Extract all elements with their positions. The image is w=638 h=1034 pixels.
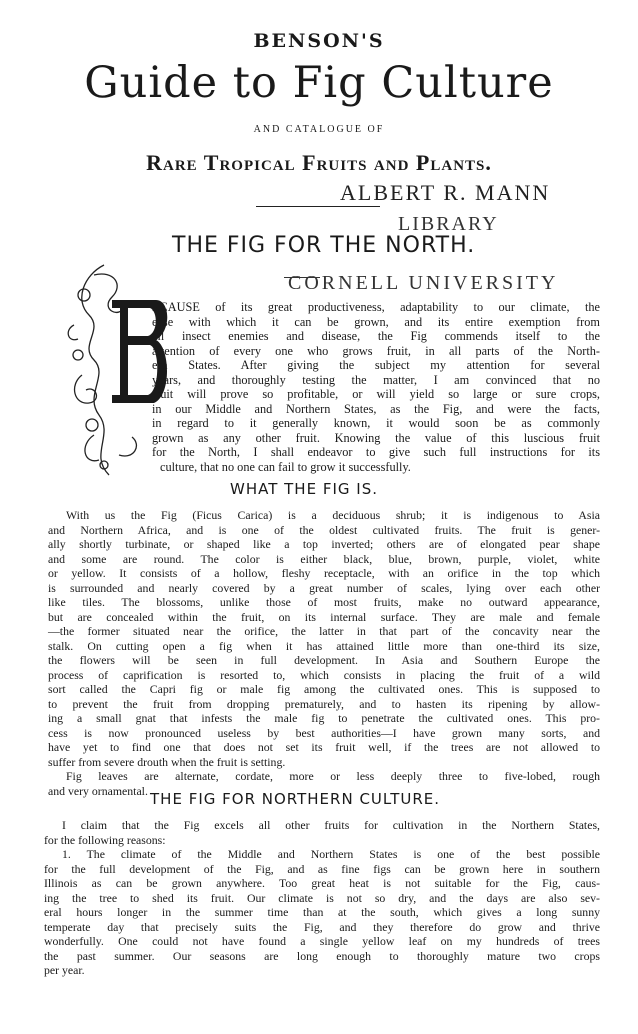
text-line: all insect enemies and disease, the Fig commends itself to the — [152, 329, 600, 343]
text-line: ing a small gnat that infests the male fig to penetrate the cultivated ones. This pro- — [48, 711, 600, 725]
text-line: attention of every one who grows fruit, in all parts of the North- — [152, 343, 600, 358]
paragraph-what — [48, 508, 600, 798]
section-heading-northern-culture: THE FIG FOR NORTHERN CULTURE. — [150, 790, 440, 808]
text-line: the flowers will be seen in full development. In Asia and Southern Europe the — [48, 653, 600, 667]
text-line: culture, that no one can fail to grow it successfully. — [160, 459, 411, 474]
text-line: ease with which it can be grown, and its entire exemption from — [152, 314, 600, 329]
text-line: like tiles. The blossoms, unlike those of most fruits, make no outward appearance, — [48, 595, 600, 609]
text-line: is surrounded and nearly covered by a great number of scales, lying over each other — [48, 580, 600, 595]
section-heading-what: WHAT THE FIG IS. — [230, 480, 378, 498]
publisher-title: BENSON'S — [253, 30, 385, 52]
text-line: wonderfully. One could not have found a single yellow leaf on my hundreds of trees — [44, 934, 600, 948]
text-line: sort called the Capri fig or male fig among the cultivated ones. This is supposed to — [48, 682, 600, 696]
text-line: and some are round. The color is either black, blue, brown, purple, violet, white — [48, 551, 600, 566]
library-stamp-line3: CORNELL UNIVERSITY — [288, 272, 559, 294]
text-line: process of caprification is resorted to, which consists in placing the fruit of a wild — [48, 667, 600, 682]
text-line: suffer from severe drouth when the fruit is setting. — [48, 754, 286, 769]
text-line: have yet to find one that does not set its fruit well, if the trees are not allowed to — [48, 740, 600, 754]
text-line: or yellow. It consists of a hollow, fleshy receptacle, with an orifice in the top which — [48, 566, 600, 580]
text-line: Illinois as can be grown anywhere. Too great heat is not suitable for the Fig, caus- — [44, 876, 600, 890]
subtitle: AND CATALOGUE OF — [253, 124, 385, 135]
horizontal-rule — [256, 206, 380, 207]
text-line: per year. — [44, 963, 85, 977]
text-line: to prevent the fruit from dropping prematurely, and to hasten its ripening by allow- — [48, 696, 600, 711]
text-line: —the former situated near the orifice, the latter in that part of the concavity near the — [48, 624, 600, 638]
paragraph-northern-culture — [44, 818, 600, 978]
section-heading-north: THE FIG FOR THE NORTH. — [172, 233, 476, 258]
text-line: I claim that the Fig excels all other fruits for cultivation in the Northern States, — [62, 818, 600, 832]
text-line: for the full development of the Fig, and as fine figs can be grown here in southern — [44, 861, 600, 876]
text-line: ing the tree to shed its fruit. Our climate is not so dry, and the days are also sev- — [44, 890, 600, 905]
text-line: and very ornamental. — [48, 783, 148, 798]
text-line: and Northern Africa, and is one of the oldest cultivated fruits. The fruit is gener- — [48, 522, 600, 537]
text-line: ern States. After giving the subject my attention for several — [152, 358, 600, 372]
text-line: years, and thoroughly testing the matter, I am convinced that no — [152, 372, 600, 387]
text-line: grown as any other fruit. Knowing the value of this luscious fruit — [152, 430, 600, 445]
paragraph-north — [152, 300, 600, 474]
text-line: in regard to it generally known, it would soon be as commonly — [152, 416, 600, 430]
text-line: ECAUSE of its great productiveness, adaptability to our climate, the — [152, 300, 600, 314]
text-line: 1. The climate of the Middle and Northern States is one of the best possible — [62, 847, 600, 861]
text-line: cess is now pronounced useless by best authorities—I have grown many sorts, and — [48, 725, 600, 740]
text-line: for the following reasons: — [44, 832, 166, 847]
text-line: for the North, I shall endeavor to give such full instructions for its — [152, 445, 600, 459]
library-stamp-line2: LIBRARY — [398, 213, 499, 235]
catalogue-title: Rare Tropical Fruits and Plants. — [146, 150, 492, 175]
text-line: but are concealed within the fruit, on its internal surface. They are male and female — [48, 609, 600, 624]
text-line: stalk. On cutting open a fig when it has attained little more than one-third its size, — [48, 638, 600, 653]
text-line: Fig leaves are alternate, cordate, more or less deeply three to five-lobed, rough — [66, 769, 600, 783]
text-line: temperate day that precisely suits the Fig, and they therefore do grow and thrive — [44, 919, 600, 934]
page-title: Guide to Fig Culture — [84, 58, 554, 108]
text-line: ally shortly turbinate, or shaped like a top inverted; others are of elongated pear shape — [48, 537, 600, 551]
text-line: in our Middle and Northern States, as the Fig, and were the facts, — [152, 401, 600, 416]
text-line: eral hours longer in the summer time than at the south, which gives a long sunny — [44, 905, 600, 919]
text-line: the past summer. Our seasons are long enough to thoroughly mature two crops — [44, 948, 600, 963]
library-stamp-line1: ALBERT R. MANN — [340, 180, 551, 205]
text-line: With us the Fig (Ficus Carica) is a deciduous shrub; it is indigenous to Asia — [66, 508, 600, 522]
text-line: fruit will prove so profitable, or will yield so large or sure crops, — [152, 387, 600, 401]
